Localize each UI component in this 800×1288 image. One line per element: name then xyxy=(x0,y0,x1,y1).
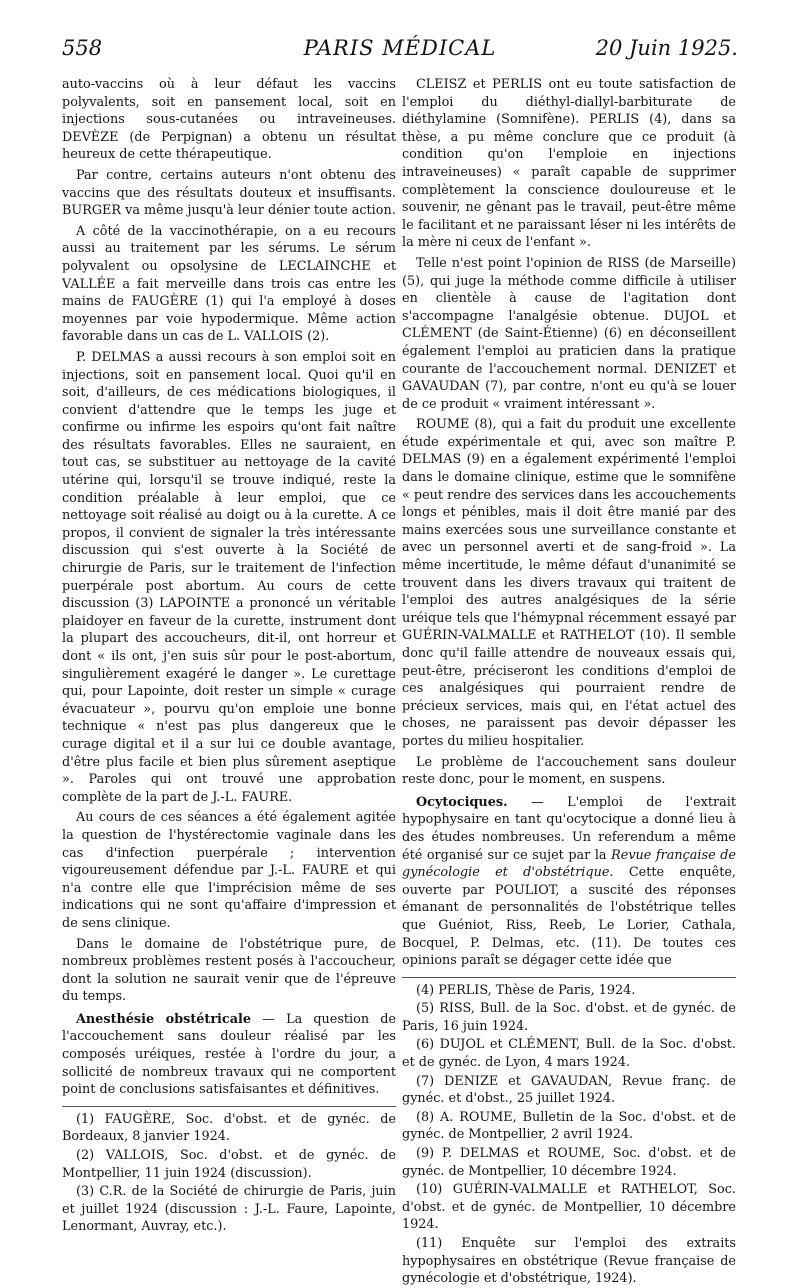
footnote: (11) Enquête sur l'emploi des extraits hypophysaires en obstétrique (Revue française de gynécologie et d'obstétrique, 1924). xyxy=(402,1236,736,1287)
section-text: — La question de l'accouchement sans douleur réalisé par les composés uréiques, restée à l'ordre du jour, a sollicité de nombreux travaux qui ne comportent point de conclusions satisfaisantes et définitives. xyxy=(62,1011,396,1098)
paragraph: Le problème de l'accouchement sans douleur reste donc, pour le moment, en suspens. xyxy=(402,754,736,788)
paragraph: Telle n'est point l'opinion de RISS (de Marseille) (5), qui juge la méthode comme difficile à utiliser en clientèle à cause de l'agitation dont s'accompagne l'analgésie obtenue. DUJOL et CLÉMENT (de Saint-Étienne) (6) en déconseillent également l'emploi au praticien dans la pratique courante de l'accouchement normal. DENIZET et GAVAUDAN (7), par contre, n'ont eu qu'à se louer de ce produit « vraiment intéressant ». xyxy=(402,255,736,412)
section-text: — L'emploi de l'extrait hypophysaire en tant qu'ocytocique a donné lieu à des études nombreuses. Un referendum a même été organisé sur ce sujet par la xyxy=(402,794,736,863)
paragraph: Par contre, certains auteurs n'ont obtenu des vaccins que des résultats douteux et insuffisants. BURGER va même jusqu'à leur dénier toute action. xyxy=(62,167,396,219)
footnote: (8) A. ROUME, Bulletin de la Soc. d'obst. et de gynéc. de Montpellier, 2 avril 1924. xyxy=(402,1109,736,1143)
page-number: 558 xyxy=(62,36,103,60)
section-paragraph xyxy=(62,1011,396,1099)
footnote: (10) GUÉRIN-VALMALLE et RATHELOT, Soc. d'obst. et de gynéc. de Montpellier, 10 décembre 1924. xyxy=(402,1182,736,1233)
paragraph: auto-vaccins où à leur défaut les vaccins polyvalents, soit en pansement local, soit en injections sous-cutanées ou intraveineuses. DEVÈZE (de Perpignan) a obtenu un résultat heureux de cette thérapeutique. xyxy=(62,77,396,163)
journal-title: PARIS MÉDICAL xyxy=(303,36,497,60)
footnote-divider xyxy=(402,977,736,978)
left-column xyxy=(62,76,396,1236)
paragraph: CLEISZ et PERLIS ont eu toute satisfaction de l'emploi du diéthyl-diallyl-barbiturate de diéthylamine (Somnifène). PERLIS (4), dans sa thèse, a pu même conclure que ce produit (à condition qu'on l'emploie en injections intraveineuses) « paraît capable de supprimer complètement la conscience douloureuse et le souvenir, ne gênant pas le travail, peut-être même le facilitant et ne paraissant léser ni les intérêts de la mère ni ceux de l'enfant ». xyxy=(402,77,736,251)
section-paragraph xyxy=(402,794,736,970)
footnote: (9) P. DELMAS et ROUME, Soc. d'obst. et de gynéc. de Montpellier, 10 décembre 1924. xyxy=(402,1146,736,1179)
right-column xyxy=(402,76,736,1288)
footnote: (1) FAUGÈRE, Soc. d'obst. et de gynéc. de Bordeaux, 8 janvier 1924. xyxy=(62,1111,396,1145)
footnote: (4) PERLIS, Thèse de Paris, 1924. xyxy=(416,982,636,998)
footnote: (2) VALLOIS, Soc. d'obst. et de gynéc. de Montpellier, 11 juin 1924 (discussion). xyxy=(62,1148,396,1181)
section-heading: Anesthésie obstétricale xyxy=(76,1011,252,1027)
running-header xyxy=(62,36,738,70)
footnote-divider xyxy=(62,1106,396,1107)
section-heading: Ocytociques. xyxy=(416,794,508,810)
footnote: (5) RISS, Bull. de la Soc. d'obst. et de gynéc. de Paris, 16 juin 1924. xyxy=(402,1001,736,1034)
paragraph: A côté de la vaccinothérapie, on a eu recours aussi au traitement par les sérums. Le sérum polyvalent ou opsolysine de LECLAINCHE et VALLÉE a fait merveille dans trois cas entre les mains de FAUGÈRE (1) qui l'a employé à doses moyennes par voie hypodermique. Même action favorable dans un cas de L. VALLOIS (2). xyxy=(62,223,396,345)
paragraph: Au cours de ces séances a été également agitée la question de l'hystérectomie vaginale dans les cas d'infection puerpérale ; intervention vigoureusement défendue par J.-L. FAURE et qui n'a contre elle que l'imprécision même de ses indications qui ne sont qu'affaire d'impression et de sens clinique. xyxy=(62,810,396,931)
footnote: (3) C.R. de la Société de chirurgie de Paris, juin et juillet 1924 (discussion : J.-L. Faure, Lapointe, Lenormant, Auvray, etc.). xyxy=(62,1184,396,1235)
footnote: (6) DUJOL et CLÉMENT, Bull. de la Soc. d'obst. et de gynéc. de Lyon, 4 mars 1924. xyxy=(402,1037,736,1071)
journal-name: Revue française de gynécologie et d'obstétrique xyxy=(402,847,736,881)
issue-date: 20 Juin 1925. xyxy=(595,36,738,60)
paragraph: P. DELMAS a aussi recours à son emploi soit en injections, soit en pansement local. Quoi qu'il en soit, d'ailleurs, de ces médications biologiques, il convient d'attendre que le temps les juge et confirme ou infirme les espoirs qu'ont fait naître des résultats favorables. Elles ne sauraient, en tout cas, se substituer au nettoyage de la cavité utérine qui, lorsqu'il se trouve indiqué, reste la condition préalable à leur emploi, que ce nettoyage soit réalisé au doigt ou à la curette. A ce propos, il convient de signaler la très intéressante discussion qui s'est ouverte à la Société de chirurgie de Paris, sur le traitement de l'infection puerpérale post abortum. Au cours de cette discussion (3) LAPOINTE a prononcé un véritable plaidoyer en faveur de la curette, instrument dont la plupart des accoucheurs, dit-il, ont horreur et dont « ils ont, j'en suis sûr pour le post-abortum, singulièrement exagéré le danger ». Le curettage qui, pour Lapointe, doit rester un simple « curage évacuateur », pourvu qu'on emploie une bonne technique « n'est pas plus dangereux que le curage digital et il a sur lui ce double avantage, d'être plus facile et bien plus sûrement aseptique ». Paroles qui ont trouvé une approbation complète de la part de J.-L. FAURE. xyxy=(62,349,396,805)
paragraph: ROUME (8), qui a fait du produit une excellente étude expérimentale et qui, avec son maître P. DELMAS (9) en a également expérimenté l'emploi dans le domaine clinique, estime que le somnifène « peut rendre des services dans les accouchements longs et pénibles, mais il doit être manié par des mains exercées sous une surveillance constante et avec un personnel averti et de sang-froid ». La même incertitude, le même défaut d'unanimité se trouvent dans les divers travaux qui traitent de l'emploi des autres analgésiques de la série uréique tels que l'hémypnal récemment essayé par GUÉRIN-VALMALLE et RATHELOT (10). Il semble donc qu'il faille attendre de nouveaux essais qui, peut-être, préciseront les conditions d'emploi de ces analgésiques qui pourraient rendre de précieux services, mais qui, en l'état actuel des choses, ne paraissent pas devoir dépasser les portes du milieu hospitalier. xyxy=(402,417,736,749)
section-text: . Cette enquête, ouverte par POULIOT, a suscité des réponses émanant de personnalités de l'obstétrique telles que Guéniot, Riss, Reeb, Le Lorier, Cathala, Bocquel, P. Delmas, etc. (11). De toutes ces opinions paraît se dégager cette idée que xyxy=(402,865,736,969)
footnote: (7) DENIZE et GAVAUDAN, Revue franç. de gynéc. et d'obst., 25 juillet 1924. xyxy=(402,1073,736,1107)
paragraph: Dans le domaine de l'obstétrique pure, de nombreux problèmes restent posés à l'accoucheur, dont la solution ne saurait venir que de l'épreuve du temps. xyxy=(62,936,396,1005)
